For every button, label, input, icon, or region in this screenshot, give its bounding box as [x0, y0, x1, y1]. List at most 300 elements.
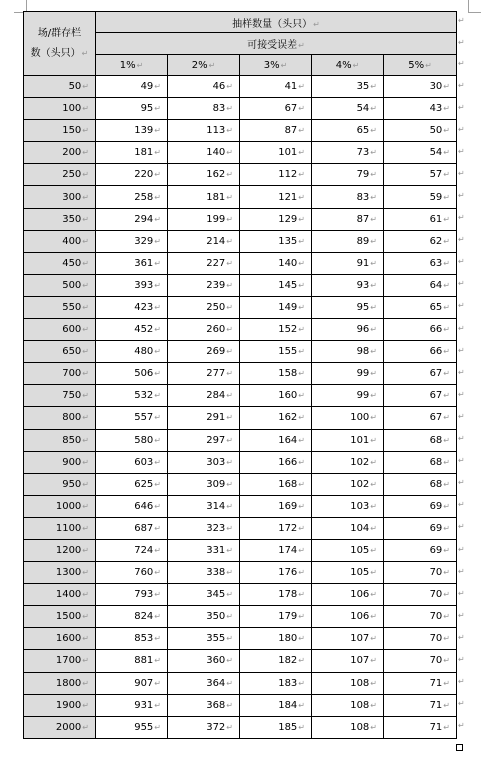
paragraph-mark: ↵ [443, 656, 450, 666]
paragraph-mark: ↵ [443, 82, 450, 92]
sample-size-cell [240, 164, 312, 186]
sample-size-cell [96, 274, 168, 296]
sample-size-cell [312, 296, 384, 318]
sample-size-cell [312, 76, 384, 98]
sample-size-value: 35 [356, 81, 370, 93]
paragraph-mark: ↵ [443, 413, 450, 423]
paragraph-mark: ↵ [226, 214, 233, 224]
paragraph-mark: ↵ [370, 435, 377, 445]
herd-size-value: 650 [62, 346, 82, 358]
sample-size-value: 176 [278, 567, 298, 579]
sample-size-value: 107 [350, 633, 370, 645]
sample-size-value: 121 [278, 191, 298, 203]
sample-size-cell [384, 473, 457, 495]
paragraph-mark: ↵ [82, 170, 89, 180]
sample-size-value: 360 [206, 655, 226, 667]
sample-size-cell [96, 429, 168, 451]
sample-size-cell [240, 429, 312, 451]
sample-size-cell [168, 473, 240, 495]
herd-size-cell [24, 274, 96, 296]
herd-size-cell [24, 319, 96, 341]
paragraph-mark: ↵ [298, 170, 305, 180]
herd-size-cell [24, 252, 96, 274]
paragraph-mark: ↵ [82, 700, 89, 710]
sample-size-cell [312, 120, 384, 142]
table-end-handle[interactable] [456, 744, 463, 751]
sample-size-value: 140 [278, 257, 298, 269]
paragraph-mark: ↵ [370, 634, 377, 644]
paragraph-mark: ↵ [154, 413, 161, 423]
paragraph-mark: ↵ [154, 302, 161, 312]
row-end-mark: ↵ [458, 367, 465, 377]
paragraph-mark: ↵ [298, 258, 305, 268]
row-end-mark: ↵ [458, 59, 465, 68]
tolerance-cell [384, 55, 457, 76]
table-row [24, 429, 457, 451]
sample-size-cell [240, 252, 312, 274]
sample-size-value: 93 [356, 279, 370, 291]
paragraph-mark: ↵ [443, 678, 450, 688]
sample-size-value: 108 [350, 721, 370, 733]
paragraph-mark: ↵ [154, 435, 161, 445]
paragraph-mark: ↵ [443, 325, 450, 335]
sample-size-value: 99 [356, 390, 370, 402]
paragraph-mark: ↵ [226, 391, 233, 401]
table-row [24, 672, 457, 694]
paragraph-mark: ↵ [370, 457, 377, 467]
sample-size-cell [96, 363, 168, 385]
paragraph-mark: ↵ [154, 479, 161, 489]
sample-size-cell [168, 539, 240, 561]
sample-size-cell [96, 539, 168, 561]
paragraph-mark: ↵ [226, 258, 233, 268]
table-row [24, 473, 457, 495]
paragraph-mark: ↵ [154, 369, 161, 379]
row-end-mark: ↵ [458, 588, 465, 598]
row-end-mark: ↵ [458, 37, 465, 47]
herd-size-value: 1100 [55, 522, 82, 534]
sample-size-cell [312, 208, 384, 230]
sample-size-value: 70 [429, 633, 443, 645]
paragraph-mark: ↵ [154, 82, 161, 92]
sample-size-cell [240, 186, 312, 208]
sample-size-cell [96, 562, 168, 584]
sample-size-cell [96, 517, 168, 539]
sample-size-value: 160 [278, 390, 298, 402]
paragraph-mark: ↵ [370, 192, 377, 202]
paragraph-mark: ↵ [154, 678, 161, 688]
paragraph-mark: ↵ [443, 148, 450, 158]
herd-size-cell [24, 341, 96, 363]
paragraph-mark: ↵ [226, 678, 233, 688]
row-end-mark: ↵ [458, 389, 465, 399]
sample-size-cell [240, 584, 312, 606]
sample-size-value: 69 [429, 545, 443, 557]
paragraph-mark: ↵ [298, 722, 305, 732]
row-end-mark: ↵ [458, 500, 465, 510]
herd-size-value: 150 [62, 125, 82, 137]
paragraph-mark: ↵ [443, 192, 450, 202]
sample-size-value: 557 [134, 412, 154, 424]
paragraph-mark: ↵ [154, 546, 161, 556]
sample-size-cell [240, 517, 312, 539]
sample-size-value: 140 [206, 147, 226, 159]
sample-size-cell [168, 650, 240, 672]
paragraph-mark: ↵ [226, 501, 233, 511]
sample-size-cell [312, 186, 384, 208]
paragraph-mark: ↵ [298, 126, 305, 136]
sample-size-value: 881 [134, 655, 154, 667]
sample-size-value: 687 [134, 522, 154, 534]
sample-size-value: 41 [284, 81, 298, 93]
herd-size-value: 50 [68, 81, 82, 93]
paragraph-mark: ↵ [443, 258, 450, 268]
sample-size-value: 108 [350, 699, 370, 711]
tolerance-cell [312, 55, 384, 76]
paragraph-mark: ↵ [443, 612, 450, 622]
paragraph-mark: ↵ [154, 523, 161, 533]
paragraph-mark: ↵ [154, 236, 161, 246]
table-header [24, 12, 457, 76]
herd-size-value: 900 [62, 456, 82, 468]
sample-size-cell [312, 584, 384, 606]
table-row [24, 98, 457, 120]
sample-size-value: 129 [278, 213, 298, 225]
sample-size-cell [168, 363, 240, 385]
sample-size-value: 149 [278, 301, 298, 313]
paragraph-mark: ↵ [226, 612, 233, 622]
sample-size-value: 368 [206, 699, 226, 711]
sample-size-value: 102 [350, 478, 370, 490]
paragraph-mark: ↵ [82, 457, 89, 467]
sample-size-cell [240, 120, 312, 142]
sample-size-value: 220 [134, 169, 154, 181]
paragraph-mark: ↵ [443, 523, 450, 533]
sample-size-value: 106 [350, 589, 370, 601]
sample-size-cell [168, 407, 240, 429]
paragraph-mark: ↵ [443, 214, 450, 224]
sample-size-value: 66 [429, 324, 443, 336]
sample-size-value: 185 [278, 721, 298, 733]
row-end-mark: ↵ [458, 235, 465, 245]
paragraph-mark: ↵ [298, 192, 305, 202]
paragraph-mark: ↵ [443, 126, 450, 136]
sample-size-value: 162 [206, 169, 226, 181]
paragraph-mark: ↵ [298, 104, 305, 114]
herd-size-value: 700 [62, 368, 82, 380]
sample-size-cell [240, 539, 312, 561]
herd-size-value: 950 [62, 478, 82, 490]
paragraph-mark: ↵ [298, 546, 305, 556]
paragraph-mark: ↵ [154, 656, 161, 666]
paragraph-mark: ↵ [154, 347, 161, 357]
paragraph-mark: ↵ [298, 280, 305, 290]
row-end-mark: ↵ [458, 16, 465, 25]
tolerance-label: 1% [119, 59, 136, 71]
paragraph-mark: ↵ [370, 280, 377, 290]
row-end-mark: ↵ [458, 345, 465, 355]
sample-size-cell [312, 363, 384, 385]
herd-size-cell [24, 142, 96, 164]
paragraph-mark: ↵ [298, 435, 305, 445]
sample-size-value: 303 [206, 456, 226, 468]
paragraph-mark: ↵ [443, 479, 450, 489]
paragraph-mark: ↵ [82, 590, 89, 600]
row-end-mark: ↵ [458, 213, 465, 223]
sample-size-cell [168, 672, 240, 694]
sample-size-value: 199 [206, 213, 226, 225]
sample-count-title: 抽样数量（头只） [232, 18, 313, 30]
sample-size-value: 178 [278, 589, 298, 601]
sample-size-value: 87 [356, 213, 370, 225]
herd-size-cell [24, 672, 96, 694]
paragraph-mark: ↵ [352, 60, 360, 70]
sample-size-value: 364 [206, 677, 226, 689]
paragraph-mark: ↵ [226, 192, 233, 202]
sample-size-value: 68 [429, 434, 443, 446]
sample-size-cell [168, 164, 240, 186]
sample-size-value: 106 [350, 611, 370, 623]
row-end-mark: ↵ [458, 677, 465, 687]
sample-size-value: 603 [134, 456, 154, 468]
sample-size-cell [168, 142, 240, 164]
paragraph-mark: ↵ [443, 457, 450, 467]
sample-size-cell [240, 296, 312, 318]
table-row [24, 517, 457, 539]
sample-size-cell [384, 539, 457, 561]
herd-size-cell [24, 407, 96, 429]
sample-size-value: 580 [134, 434, 154, 446]
sample-size-value: 83 [212, 103, 226, 115]
paragraph-mark: ↵ [226, 700, 233, 710]
sample-size-value: 105 [350, 567, 370, 579]
sample-size-cell [240, 385, 312, 407]
row-end-mark: ↵ [458, 632, 465, 642]
sample-size-cell [96, 584, 168, 606]
paragraph-mark: ↵ [154, 280, 161, 290]
sample-size-value: 89 [356, 235, 370, 247]
sample-size-cell [168, 230, 240, 252]
sample-size-cell [240, 76, 312, 98]
paragraph-mark: ↵ [298, 302, 305, 312]
sample-size-value: 145 [278, 279, 298, 291]
sample-size-value: 54 [356, 103, 370, 115]
herd-size-value: 250 [62, 169, 82, 181]
paragraph-mark: ↵ [154, 722, 161, 732]
sample-size-value: 239 [206, 279, 226, 291]
sample-size-cell [96, 319, 168, 341]
herd-size-value: 1500 [55, 611, 82, 623]
herd-size-value: 750 [62, 390, 82, 402]
sample-size-cell [168, 98, 240, 120]
herd-size-header-line2: 数（头只） [30, 47, 81, 59]
sample-size-cell [240, 274, 312, 296]
sample-size-cell [240, 407, 312, 429]
sample-size-value: 98 [356, 346, 370, 358]
sample-size-value: 30 [429, 81, 443, 93]
herd-size-cell [24, 539, 96, 561]
sample-size-value: 67 [429, 390, 443, 402]
paragraph-mark: ↵ [82, 302, 89, 312]
sample-size-cell [240, 694, 312, 716]
paragraph-mark: ↵ [226, 325, 233, 335]
table-row [24, 296, 457, 318]
paragraph-mark: ↵ [298, 347, 305, 357]
tolerance-cell [240, 55, 312, 76]
herd-size-header [24, 12, 96, 76]
paragraph-mark: ↵ [82, 656, 89, 666]
sample-size-cell [96, 296, 168, 318]
table-row [24, 539, 457, 561]
sample-size-value: 907 [134, 677, 154, 689]
sample-size-cell [312, 672, 384, 694]
sample-size-value: 83 [356, 191, 370, 203]
paragraph-mark: ↵ [226, 170, 233, 180]
sample-size-cell [384, 584, 457, 606]
paragraph-mark: ↵ [298, 457, 305, 467]
sample-size-value: 164 [278, 434, 298, 446]
herd-size-value: 1300 [55, 567, 82, 579]
sample-size-value: 73 [356, 147, 370, 159]
herd-size-cell [24, 606, 96, 628]
herd-size-cell [24, 230, 96, 252]
sample-size-value: 70 [429, 567, 443, 579]
paragraph-mark: ↵ [298, 590, 305, 600]
sample-size-table [23, 11, 457, 739]
sample-size-value: 99 [356, 368, 370, 380]
sample-size-value: 258 [134, 191, 154, 203]
paragraph-mark: ↵ [370, 126, 377, 136]
paragraph-mark: ↵ [226, 369, 233, 379]
sample-size-value: 183 [278, 677, 298, 689]
paragraph-mark: ↵ [226, 104, 233, 114]
sample-size-value: 95 [140, 103, 154, 115]
sample-count-header [96, 12, 457, 33]
sample-size-cell [384, 142, 457, 164]
sample-size-value: 68 [429, 456, 443, 468]
paragraph-mark: ↵ [154, 501, 161, 511]
table-row [24, 319, 457, 341]
table-row [24, 628, 457, 650]
row-end-mark: ↵ [458, 699, 465, 709]
sample-size-cell [240, 142, 312, 164]
sample-size-value: 49 [140, 81, 154, 93]
sample-size-cell [384, 252, 457, 274]
sample-size-value: 179 [278, 611, 298, 623]
sample-size-cell [312, 539, 384, 561]
sample-size-cell [384, 429, 457, 451]
sample-size-value: 323 [206, 522, 226, 534]
herd-size-value: 300 [62, 191, 82, 203]
sample-size-cell [96, 385, 168, 407]
sample-size-cell [384, 672, 457, 694]
sample-size-value: 355 [206, 633, 226, 645]
sample-size-value: 67 [429, 412, 443, 424]
paragraph-mark: ↵ [298, 479, 305, 489]
paragraph-mark: ↵ [370, 501, 377, 511]
sample-size-value: 79 [356, 169, 370, 181]
paragraph-mark: ↵ [82, 568, 89, 578]
paragraph-mark: ↵ [370, 678, 377, 688]
paragraph-mark: ↵ [280, 60, 288, 70]
herd-size-value: 850 [62, 434, 82, 446]
paragraph-mark: ↵ [226, 546, 233, 556]
herd-size-cell [24, 296, 96, 318]
table-row [24, 341, 457, 363]
sample-size-value: 87 [284, 125, 298, 137]
sample-size-value: 71 [429, 699, 443, 711]
paragraph-mark: ↵ [82, 523, 89, 533]
paragraph-mark: ↵ [370, 568, 377, 578]
sample-size-value: 291 [206, 412, 226, 424]
sample-size-value: 277 [206, 368, 226, 380]
paragraph-mark: ↵ [370, 369, 377, 379]
sample-size-cell [96, 186, 168, 208]
paragraph-mark: ↵ [370, 170, 377, 180]
sample-size-value: 955 [134, 721, 154, 733]
paragraph-mark: ↵ [298, 612, 305, 622]
sample-size-cell [168, 274, 240, 296]
herd-size-cell [24, 164, 96, 186]
paragraph-mark: ↵ [298, 214, 305, 224]
sample-size-value: 180 [278, 633, 298, 645]
paragraph-mark: ↵ [226, 634, 233, 644]
sample-size-cell [96, 142, 168, 164]
paragraph-mark: ↵ [443, 302, 450, 312]
sample-size-value: 338 [206, 567, 226, 579]
sample-size-cell [168, 319, 240, 341]
sample-size-value: 101 [350, 434, 370, 446]
paragraph-mark: ↵ [226, 82, 233, 92]
sample-size-value: 331 [206, 545, 226, 557]
sample-size-cell [384, 517, 457, 539]
sample-size-cell [96, 98, 168, 120]
paragraph-mark: ↵ [226, 590, 233, 600]
sample-size-cell [168, 517, 240, 539]
herd-size-value: 400 [62, 235, 82, 247]
sample-size-value: 71 [429, 721, 443, 733]
sample-size-cell [96, 208, 168, 230]
sample-size-cell [168, 252, 240, 274]
sample-size-value: 65 [356, 125, 370, 137]
paragraph-mark: ↵ [154, 391, 161, 401]
sample-size-cell [312, 407, 384, 429]
sample-size-cell [96, 120, 168, 142]
tolerance-label: 2% [191, 59, 208, 71]
herd-size-value: 1700 [55, 655, 82, 667]
sample-size-value: 67 [284, 103, 298, 115]
paragraph-mark: ↵ [82, 546, 89, 556]
row-end-mark: ↵ [458, 566, 465, 576]
row-end-mark: ↵ [458, 323, 465, 333]
sample-size-value: 54 [429, 147, 443, 159]
paragraph-mark: ↵ [298, 413, 305, 423]
sample-size-value: 423 [134, 301, 154, 313]
sample-size-cell [312, 473, 384, 495]
sample-size-cell [168, 694, 240, 716]
sample-size-value: 59 [429, 191, 443, 203]
paragraph-mark: ↵ [370, 325, 377, 335]
herd-size-cell [24, 451, 96, 473]
sample-size-cell [240, 208, 312, 230]
paragraph-mark: ↵ [298, 568, 305, 578]
sample-size-cell [240, 319, 312, 341]
sample-size-value: 329 [134, 235, 154, 247]
sample-size-value: 43 [429, 103, 443, 115]
sample-size-cell [240, 562, 312, 584]
paragraph-mark: ↵ [370, 590, 377, 600]
row-end-mark: ↵ [458, 544, 465, 554]
